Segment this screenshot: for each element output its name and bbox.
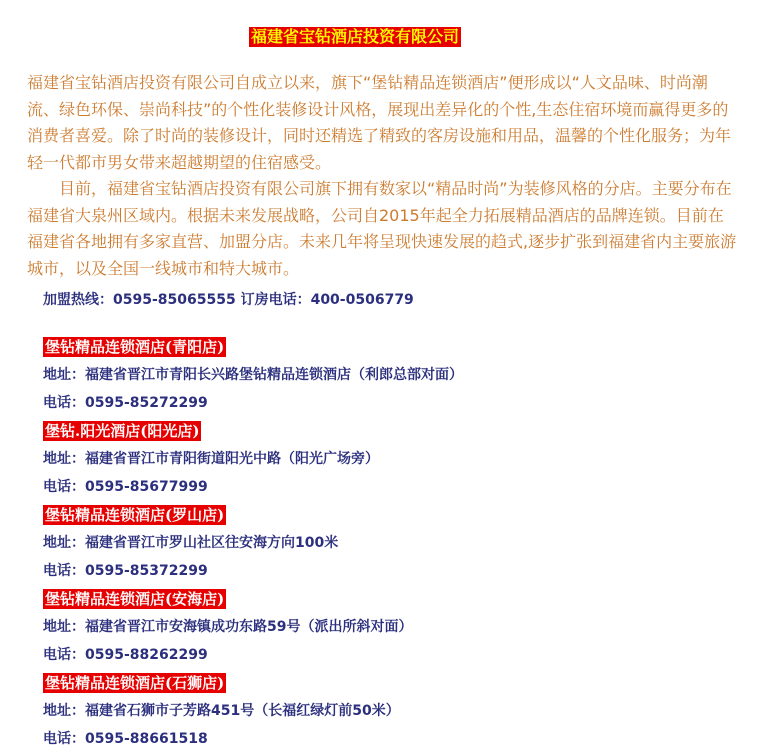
hotline-info: 加盟热线：0595-85065555 订房电话：400-0506779: [43, 292, 414, 308]
store-item: [43, 501, 743, 585]
store-name: 堡钻精品连锁酒店(安海店): [45, 590, 225, 608]
store-item: [43, 585, 743, 669]
intro-paragraph-1: 福建省宝钻酒店投资有限公司自成立以来，旗下“堡钻精品连锁酒店”便形成以“人文品味、时尚潮流、绿色环保、崇尚科技”的个性化装修设计风格，展现出差异化的个性,生态住宿环境而赢得更多的消费者喜爱。除了时尚的装修设计，同时还精选了精致的客房设施和用品，温馨的个性化服务；为年轻一代都市男女带来超越期望的住宿感受。: [27, 73, 732, 172]
store-phone: 电话：0595-88262299: [43, 647, 208, 663]
intro-section: [27, 70, 739, 282]
store-address: 地址：福建省晋江市罗山社区往安海方向100米: [43, 535, 339, 551]
store-name: 堡钻精品连锁酒店(青阳店): [45, 338, 225, 356]
store-name: 堡钻精品连锁酒店(罗山店): [45, 506, 225, 524]
store-item: [43, 417, 743, 501]
store-item: [43, 333, 743, 417]
store-address: 地址：福建省晋江市安海镇成功东路59号（派出所斜对面）: [43, 619, 413, 635]
store-list: [43, 333, 743, 753]
intro-paragraph-2: 目前，福建省宝钻酒店投资有限公司旗下拥有数家以“精品时尚”为装修风格的分店。主要分布在福建省大泉州区域内。根据未来发展战略，公司自2015年起全力拓展精品酒店的品牌连锁。目前在福建省各地拥有多家直营、加盟分店。未来几年将呈现快速发展的趋式,逐步扩张到福建省内主要旅游城市，以及全国一线城市和特大城市。: [27, 179, 737, 278]
store-phone: 电话：0595-85272299: [43, 395, 208, 411]
store-item: [43, 669, 743, 753]
store-phone: 电话：0595-85677999: [43, 479, 208, 495]
page-title: 福建省宝钻酒店投资有限公司: [251, 27, 460, 46]
store-phone: 电话：0595-85372299: [43, 563, 208, 579]
store-address: 地址：福建省晋江市青阳长兴路堡钻精品连锁酒店（利郎总部对面）: [43, 367, 463, 383]
store-name: 堡钻.阳光酒店(阳光店): [45, 422, 200, 440]
store-address: 地址：福建省石狮市子芳路451号（长福红绿灯前50米）: [43, 703, 400, 719]
store-phone: 电话：0595-88661518: [43, 731, 208, 747]
store-address: 地址：福建省晋江市青阳街道阳光中路（阳光广场旁）: [43, 451, 379, 467]
store-name: 堡钻精品连锁酒店(石狮店): [45, 674, 225, 692]
